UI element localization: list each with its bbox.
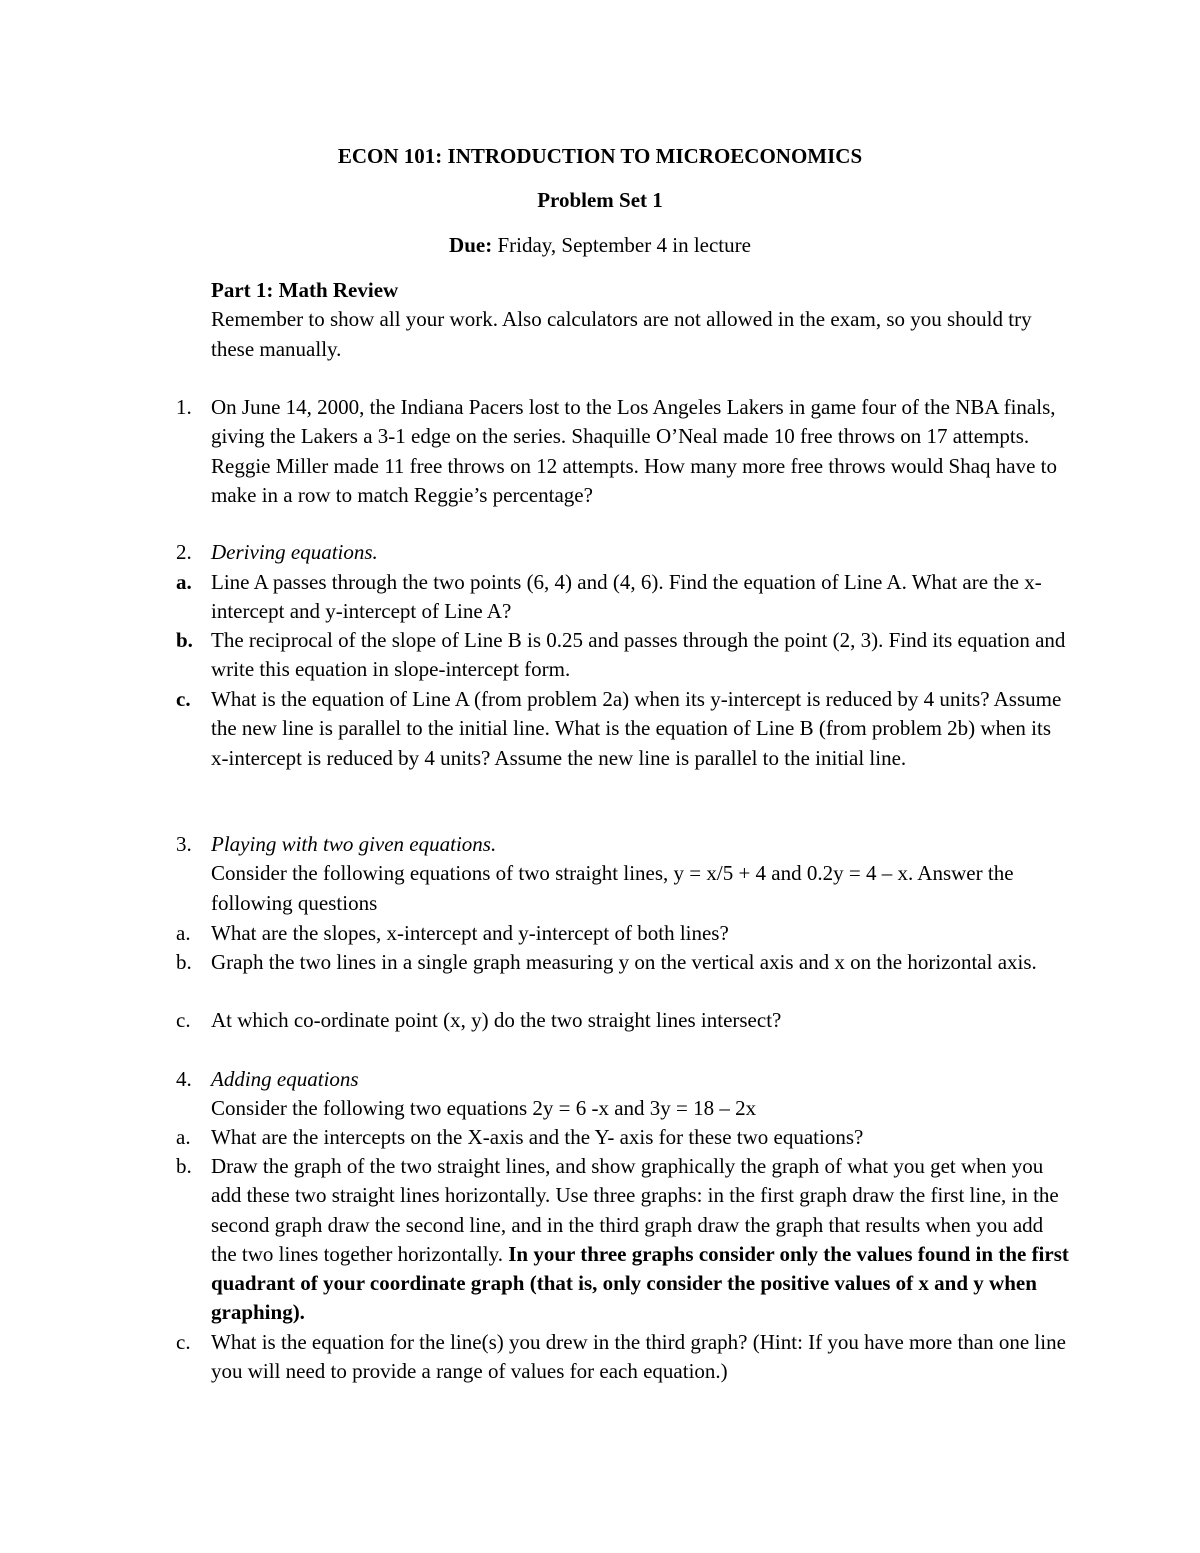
question-4-title: Adding equations — [211, 1067, 359, 1091]
question-1-number: 1. — [176, 395, 192, 419]
question-2-number: 2. — [176, 540, 192, 564]
question-2a-text: Line A passes through the two points (6, 4) and (4, 6). Find the equation of Line A. What are the x-intercept and y-intercept of Line A? — [211, 570, 1042, 624]
question-1-text: On June 14, 2000, the Indiana Pacers lost to the Los Angeles Lakers in game four of the NBA finals, giving the Lakers a 3-1 edge on the series. Shaquille O’Neal made 10 free throws on 17 attempts. Reggie Miller made 11 free throws on 12 attempts. How many more free throws would Shaq have to make in a row to match Reggie’s percentage? — [211, 395, 1058, 507]
part-1-section — [211, 276, 1071, 364]
question-2 — [176, 538, 1071, 567]
question-4-number: 4. — [176, 1067, 192, 1091]
question-2b — [176, 626, 1071, 685]
question-4b-text: Draw the graph of the two straight lines, and show graphically the graph of what you get when you add these two straight lines horizontally. Use three graphs: in the first graph draw the first line, in the second graph draw the second line, and in the third graph draw the graph that results when you add the two lines together horizontally. — [211, 1154, 1059, 1266]
question-2a-letter: a. — [176, 570, 192, 594]
question-4a — [176, 1123, 1071, 1152]
question-1 — [176, 393, 1071, 510]
question-3 — [176, 830, 1071, 918]
question-4-intro: Consider the following two equations 2y = 6 -x and 3y = 18 – 2x — [211, 1096, 757, 1121]
question-4a-letter: a. — [176, 1125, 191, 1149]
question-4b-bold-note: In your three graphs consider only the values found in the first quadrant of your coordinate graph (that is, only consider the positive values of x and y when graphing). — [211, 1241, 1069, 1325]
question-3-intro: Consider the following equations of two straight lines, y = x/5 + 4 and 0.2y = 4 – x. Answer the following questions — [211, 861, 1014, 915]
question-4c-text: What is the equation for the line(s) you drew in the third graph? (Hint: If you have more than one line you will need to provide a range of values for each equation.) — [211, 1330, 1066, 1384]
question-3c — [176, 1006, 1071, 1035]
question-3a-text: What are the slopes, x-intercept and y-intercept of both lines? — [211, 921, 729, 945]
question-4b — [176, 1152, 1071, 1328]
question-2c-letter: c. — [176, 687, 191, 711]
question-3b-text: Graph the two lines in a single graph measuring y on the vertical axis and x on the horizontal axis. — [211, 950, 1037, 974]
question-2c — [176, 685, 1071, 773]
question-3a-letter: a. — [176, 921, 191, 945]
question-3a — [176, 919, 1071, 948]
question-2b-letter: b. — [176, 628, 193, 652]
due-text: Friday, September 4 in lecture — [492, 233, 751, 257]
question-4a-text: What are the intercepts on the X-axis and the Y- axis for these two equations? — [211, 1125, 864, 1149]
question-3c-letter: c. — [176, 1008, 191, 1032]
question-4b-letter: b. — [176, 1154, 192, 1178]
question-4b-body — [211, 1152, 1071, 1328]
question-4c-letter: c. — [176, 1330, 191, 1354]
part-1-intro: Remember to show all your work. Also calculators are not allowed in the exam, so you should try these manually. — [211, 307, 1032, 361]
question-2-title: Deriving equations. — [211, 540, 378, 564]
problem-set-title: Problem Set 1 — [537, 188, 663, 212]
question-3c-text: At which co-ordinate point (x, y) do the two straight lines intersect? — [211, 1008, 782, 1032]
question-3-number: 3. — [176, 832, 192, 856]
question-4c — [176, 1328, 1071, 1387]
question-2b-text: The reciprocal of the slope of Line B is 0.25 and passes through the point (2, 3). Find its equation and write this equation in slope-intercept form. — [211, 628, 1066, 682]
question-2a — [176, 568, 1071, 627]
due-label: Due: — [449, 233, 493, 257]
question-3b — [176, 948, 1071, 977]
part-1-heading: Part 1: Math Review — [211, 278, 399, 302]
due-line — [0, 231, 1200, 260]
question-4 — [176, 1065, 1071, 1124]
course-title: ECON 101: INTRODUCTION TO MICROECONOMICS — [337, 144, 863, 168]
question-3b-letter: b. — [176, 950, 192, 974]
question-2c-text: What is the equation of Line A (from problem 2a) when its y-intercept is reduced by 4 units? Assume the new line is parallel to the initial line. What is the equation of Line B (from problem 2b) when its x-intercept is reduced by 4 units? Assume the new line is parallel to the initial line. — [211, 687, 1062, 770]
question-3-title: Playing with two given equations. — [211, 832, 497, 856]
